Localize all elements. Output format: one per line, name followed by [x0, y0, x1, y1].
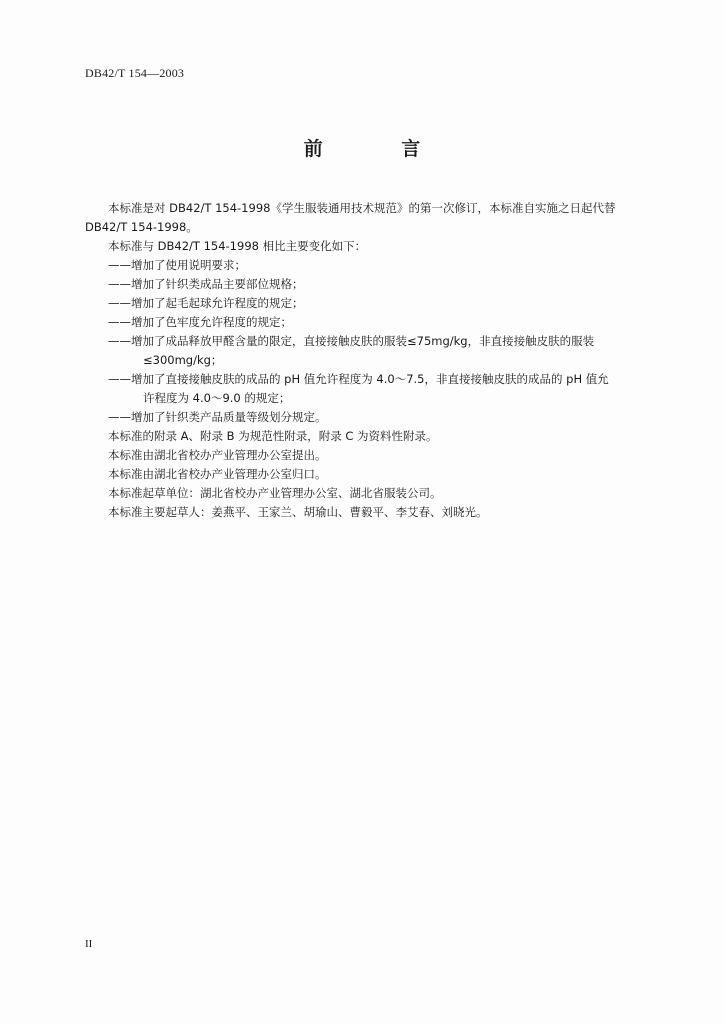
paragraph-proposed-by: 本标准由湖北省校办产业管理办公室提出。 — [108, 448, 327, 462]
document-id: DB42/T 154—2003 — [85, 66, 185, 80]
change-item-1: ——增加了使用说明要求； — [108, 258, 246, 272]
paragraph-revision-line-1: 本标准是对 DB42/T 154-1998《学生服装通用技术规范》的第一次修订，本标准自实施之日起代替 — [108, 201, 616, 215]
page-title: 前 言 — [303, 138, 457, 160]
change-item-3: ——增加了起毛起球允许程度的规定； — [108, 296, 304, 310]
change-item-2: ——增加了针织类成品主要部位规格； — [108, 277, 304, 291]
foreword-body — [85, 199, 657, 522]
paragraph-annexes: 本标准的附录 A、附录 B 为规范性附录，附录 C 为资料性附录。 — [108, 429, 438, 443]
page-number: II — [85, 938, 93, 950]
change-item-6: ——增加了直接接触皮肤的成品的 pH 值允许程度为 4.0～7.5，非直接接触皮肤的成品的 pH 值允 — [108, 372, 609, 386]
change-item-5: ——增加了成品释放甲醛含量的限定，直接接触皮肤的服装≤75mg/kg，非直接接触皮肤的服装 — [108, 334, 595, 348]
paragraph-revision — [85, 199, 657, 218]
change-item-5-cont: ≤300mg/kg； — [143, 353, 223, 367]
change-item-7: ——增加了针织类产品质量等级划分规定。 — [108, 410, 327, 424]
paragraph-drafters: 本标准主要起草人：姜燕平、王家兰、胡瑜山、曹毅平、李艾春、刘晓光。 — [108, 505, 488, 519]
change-item-4: ——增加了色牢度允许程度的规定； — [108, 315, 292, 329]
change-item-6-cont: 许程度为 4.0～9.0 的规定； — [143, 391, 291, 405]
paragraph-revision-line-2: DB42/T 154-1998。 — [85, 220, 198, 234]
paragraph-under-jurisdiction: 本标准由湖北省校办产业管理办公室归口。 — [108, 467, 327, 481]
paragraph-drafting-units: 本标准起草单位：湖北省校办产业管理办公室、湖北省服装公司。 — [108, 486, 442, 500]
paragraph-revision-cont — [85, 218, 657, 237]
paragraph-changes-intro: 本标准与 DB42/T 154-1998 相比主要变化如下： — [108, 239, 367, 253]
